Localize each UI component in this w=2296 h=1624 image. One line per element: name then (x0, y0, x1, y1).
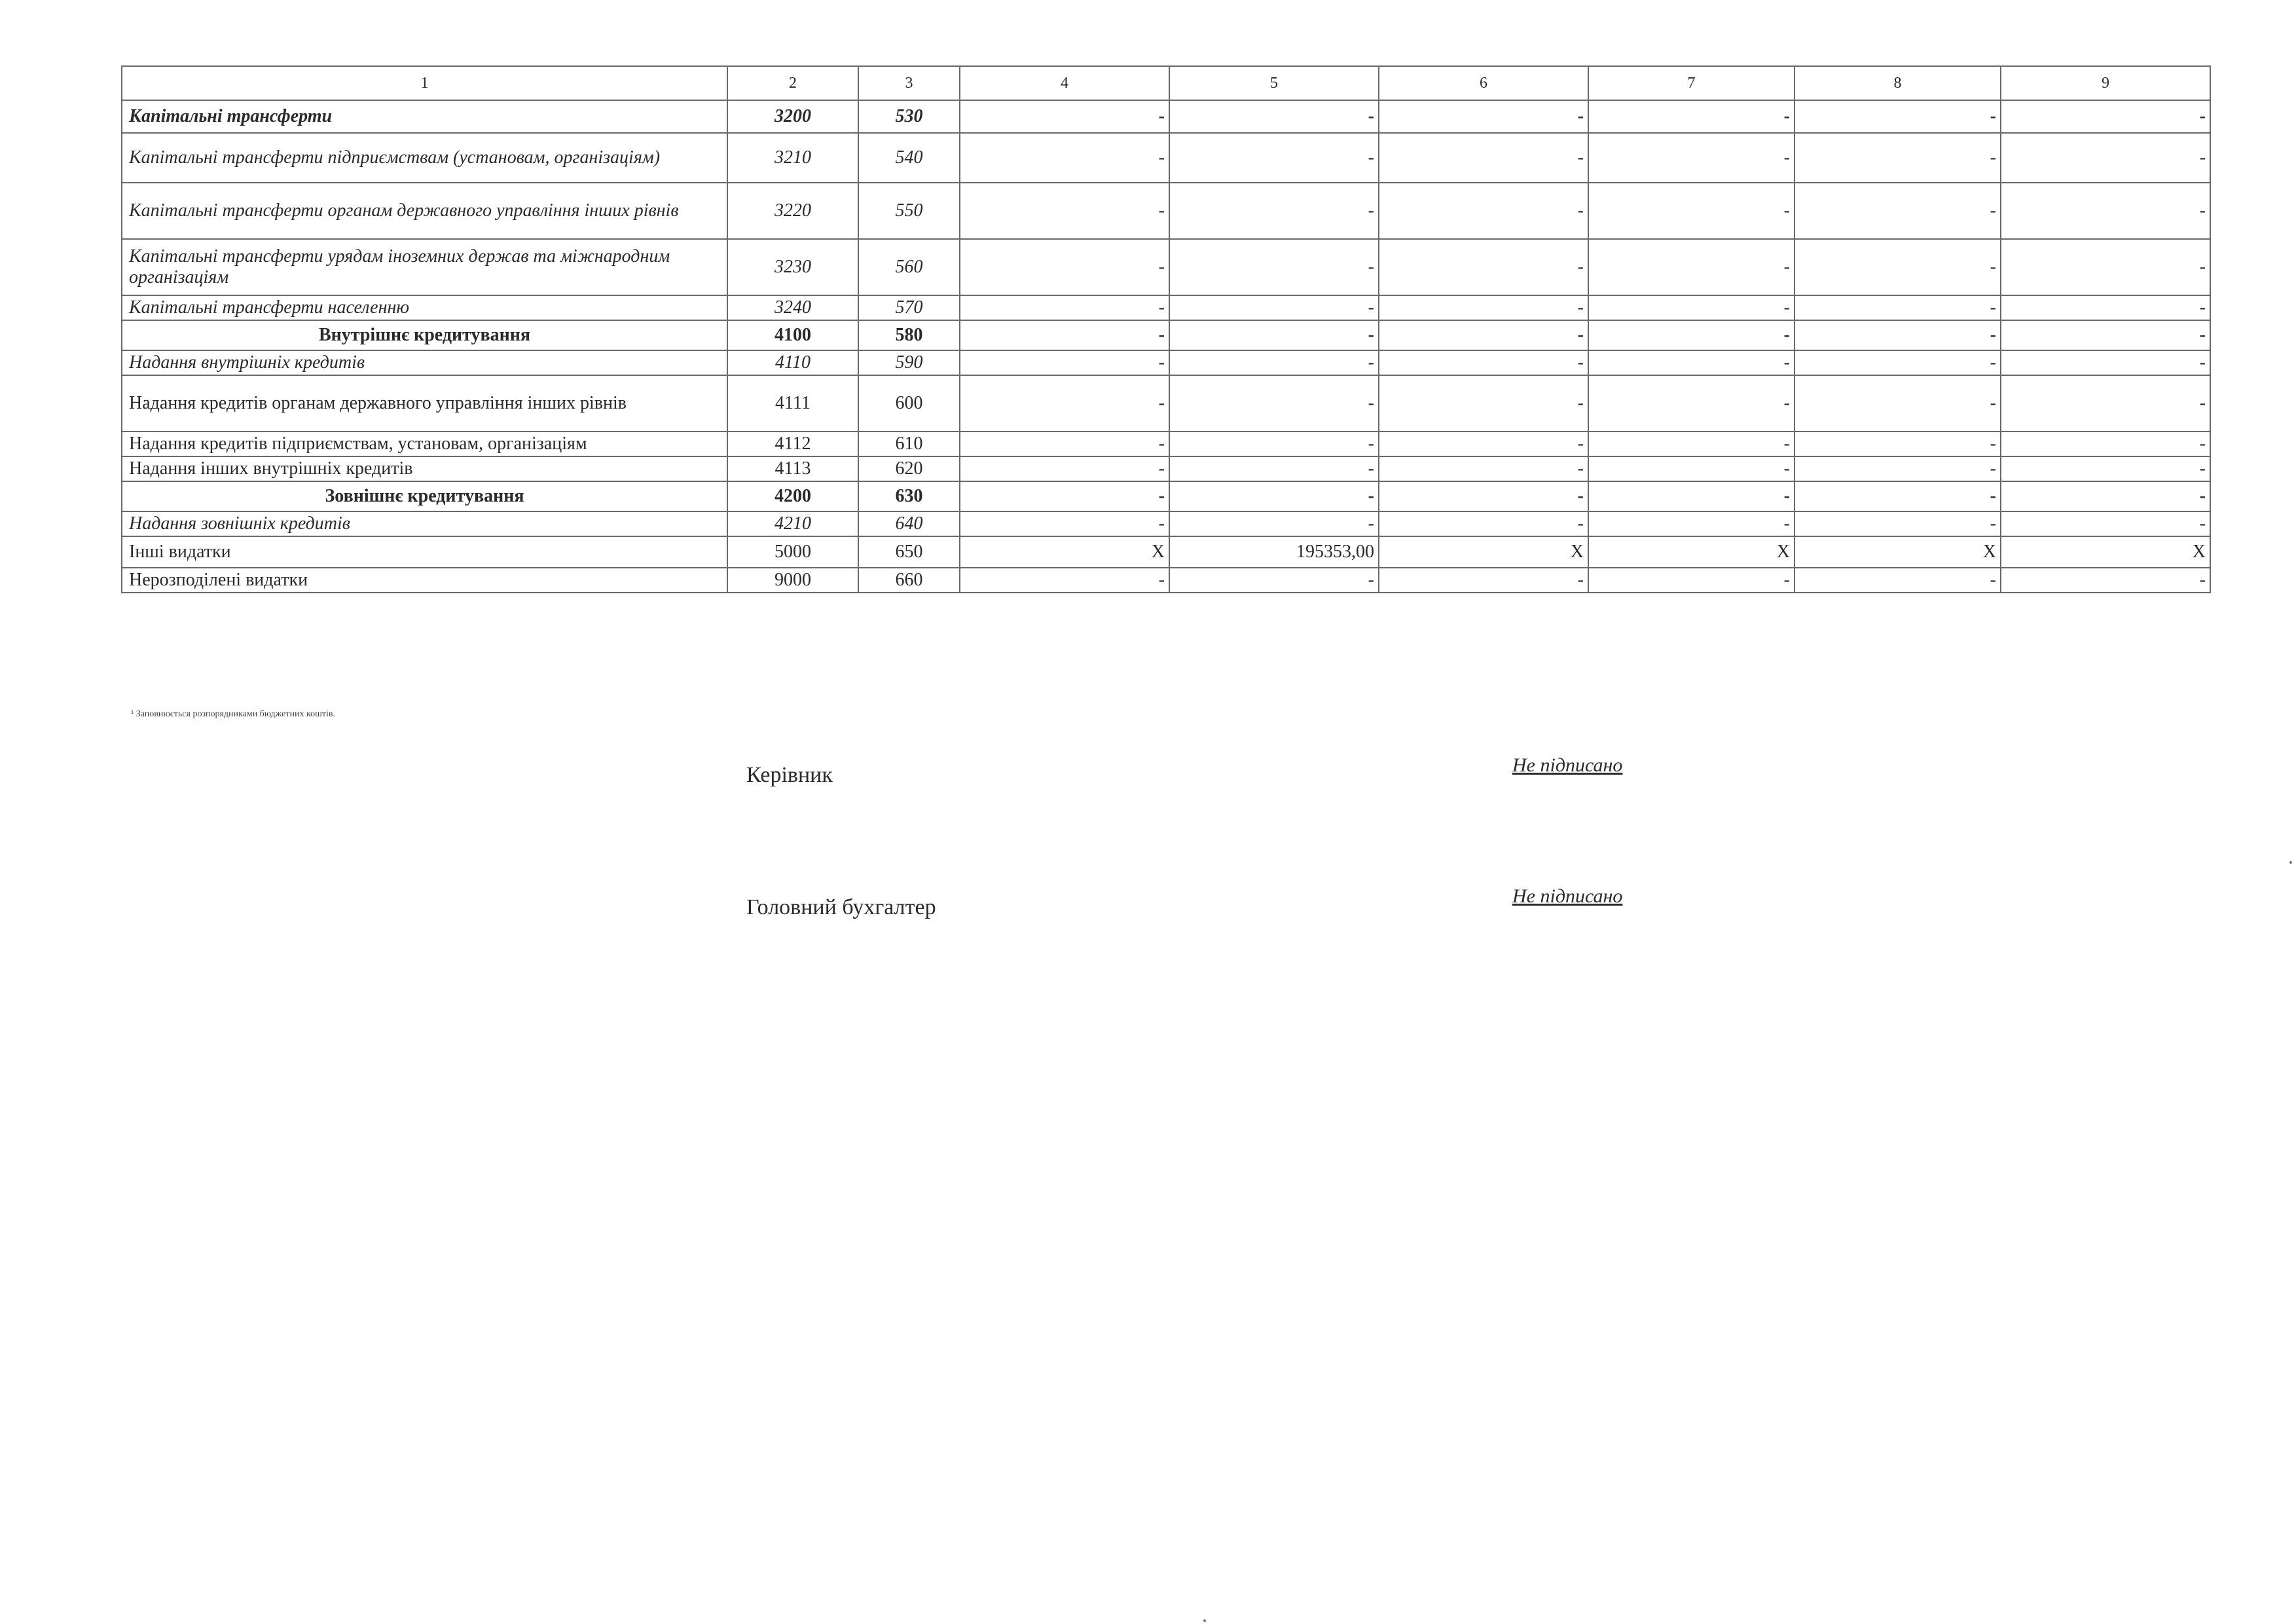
value-cell: - (1169, 295, 1379, 320)
value-cell: - (1379, 183, 1588, 239)
value-cell: - (2001, 432, 2210, 456)
value-cell: - (1379, 239, 1588, 295)
value-cell: - (1588, 481, 1795, 511)
value-cell: - (1588, 133, 1795, 183)
value-cell: - (1379, 481, 1588, 511)
value-cell: - (1588, 183, 1795, 239)
column-header: 5 (1169, 66, 1379, 100)
table-row (122, 295, 2210, 320)
value-cell: - (960, 350, 1169, 375)
row-name: Надання інших внутрішніх кредитів (122, 456, 727, 481)
line-code: 530 (858, 100, 960, 133)
expenditure-table (121, 65, 2211, 593)
value-cell: X (960, 536, 1169, 568)
value-cell: - (1379, 133, 1588, 183)
value-cell: - (2001, 375, 2210, 432)
line-code: 600 (858, 375, 960, 432)
value-cell: - (2001, 100, 2210, 133)
value-cell: - (1588, 350, 1795, 375)
column-header: 1 (122, 66, 727, 100)
value-cell: - (1379, 375, 1588, 432)
value-cell: - (1795, 568, 2001, 593)
value-cell: - (1588, 320, 1795, 350)
value-cell: - (2001, 568, 2210, 593)
value-cell: - (1169, 568, 1379, 593)
column-header: 3 (858, 66, 960, 100)
row-name: Надання зовнішніх кредитів (122, 511, 727, 536)
table-row (122, 100, 2210, 133)
row-name: Нерозподілені видатки (122, 568, 727, 593)
scan-speck (2289, 861, 2292, 864)
column-header: 4 (960, 66, 1169, 100)
column-number-row (122, 66, 2210, 100)
expenditure-code: 3210 (727, 133, 858, 183)
value-cell: - (960, 375, 1169, 432)
expenditure-code: 3200 (727, 100, 858, 133)
chief-accountant-signature-status: Не підписано (1512, 885, 1623, 907)
table-row (122, 133, 2210, 183)
value-cell: - (1588, 100, 1795, 133)
column-header: 6 (1379, 66, 1588, 100)
value-cell: - (1169, 183, 1379, 239)
value-cell: - (960, 432, 1169, 456)
line-code: 570 (858, 295, 960, 320)
value-cell: - (1795, 320, 2001, 350)
value-cell: - (1379, 100, 1588, 133)
head-label: Керівник (746, 763, 833, 787)
value-cell: - (960, 568, 1169, 593)
table-row (122, 320, 2210, 350)
value-cell: - (1379, 568, 1588, 593)
table-row (122, 481, 2210, 511)
table-row (122, 511, 2210, 536)
value-cell: - (960, 456, 1169, 481)
value-cell: - (2001, 456, 2210, 481)
value-cell: - (960, 511, 1169, 536)
expenditure-code: 4113 (727, 456, 858, 481)
line-code: 650 (858, 536, 960, 568)
line-code: 550 (858, 183, 960, 239)
value-cell: - (960, 320, 1169, 350)
row-name: Капітальні трансферти підприємствам (установам, організаціям) (122, 133, 727, 183)
expenditure-code: 4200 (727, 481, 858, 511)
line-code: 620 (858, 456, 960, 481)
value-cell: - (1379, 350, 1588, 375)
value-cell: - (2001, 511, 2210, 536)
row-name: Капітальні трансферти населенню (122, 295, 727, 320)
row-name: Надання кредитів підприємствам, установам, організаціям (122, 432, 727, 456)
table-row (122, 456, 2210, 481)
value-cell: - (1379, 511, 1588, 536)
line-code: 580 (858, 320, 960, 350)
expenditure-code: 3240 (727, 295, 858, 320)
row-name: Капітальні трансферти (122, 100, 727, 133)
expenditure-code: 5000 (727, 536, 858, 568)
value-cell: - (1379, 432, 1588, 456)
value-cell: - (960, 183, 1169, 239)
value-cell: - (1795, 456, 2001, 481)
value-cell: - (2001, 133, 2210, 183)
expenditure-code: 3230 (727, 239, 858, 295)
value-cell: - (1169, 456, 1379, 481)
table-row (122, 239, 2210, 295)
value-cell: - (960, 133, 1169, 183)
value-cell: - (1795, 511, 2001, 536)
value-cell: X (2001, 536, 2210, 568)
row-name: Надання кредитів органам державного управління інших рівнів (122, 375, 727, 432)
column-header: 8 (1795, 66, 2001, 100)
report-sheet (121, 65, 2210, 593)
value-cell: - (1169, 239, 1379, 295)
scan-speck (1203, 1619, 1206, 1622)
table-row (122, 375, 2210, 432)
value-cell: - (1795, 481, 2001, 511)
row-name: Зовнішнє кредитування (122, 481, 727, 511)
value-cell: - (1169, 432, 1379, 456)
value-cell: - (1169, 375, 1379, 432)
value-cell: - (1379, 295, 1588, 320)
value-cell: X (1379, 536, 1588, 568)
value-cell: - (1169, 320, 1379, 350)
value-cell: - (960, 100, 1169, 133)
expenditure-code: 4210 (727, 511, 858, 536)
value-cell: - (1795, 100, 2001, 133)
value-cell: - (1588, 295, 1795, 320)
row-name: Інші видатки (122, 536, 727, 568)
chief-accountant-label: Головний бухгалтер (746, 895, 936, 919)
value-cell: - (1588, 511, 1795, 536)
value-cell: - (1588, 456, 1795, 481)
value-cell: - (1795, 295, 2001, 320)
value-cell: - (1795, 375, 2001, 432)
value-cell: - (1169, 511, 1379, 536)
column-header: 9 (2001, 66, 2210, 100)
value-cell: - (2001, 239, 2210, 295)
value-cell: - (1795, 239, 2001, 295)
table-row (122, 568, 2210, 593)
line-code: 560 (858, 239, 960, 295)
value-cell: - (1379, 456, 1588, 481)
footnote: ¹ Заповнюється розпорядниками бюджетних коштів. (131, 709, 335, 719)
table-row (122, 183, 2210, 239)
expenditure-code: 4111 (727, 375, 858, 432)
value-cell: - (2001, 295, 2210, 320)
value-cell: - (2001, 320, 2210, 350)
line-code: 630 (858, 481, 960, 511)
value-cell: X (1795, 536, 2001, 568)
table-row (122, 350, 2210, 375)
value-cell: - (1795, 432, 2001, 456)
line-code: 640 (858, 511, 960, 536)
value-cell: - (1169, 481, 1379, 511)
head-signature-status: Не підписано (1512, 754, 1623, 776)
value-cell: - (1795, 133, 2001, 183)
table-row (122, 536, 2210, 568)
row-name: Капітальні трансферти органам державного управління інших рівнів (122, 183, 727, 239)
value-cell: - (1795, 183, 2001, 239)
line-code: 660 (858, 568, 960, 593)
value-cell: - (2001, 183, 2210, 239)
value-cell: - (1588, 568, 1795, 593)
expenditure-code: 4100 (727, 320, 858, 350)
value-cell: 195353,00 (1169, 536, 1379, 568)
value-cell: - (1169, 100, 1379, 133)
expenditure-code: 4112 (727, 432, 858, 456)
line-code: 610 (858, 432, 960, 456)
row-name: Внутрішнє кредитування (122, 320, 727, 350)
value-cell: - (1169, 133, 1379, 183)
value-cell: X (1588, 536, 1795, 568)
value-cell: - (2001, 481, 2210, 511)
expenditure-code: 4110 (727, 350, 858, 375)
table-row (122, 432, 2210, 456)
column-header: 7 (1588, 66, 1795, 100)
value-cell: - (960, 295, 1169, 320)
expenditure-code: 9000 (727, 568, 858, 593)
value-cell: - (960, 239, 1169, 295)
value-cell: - (1588, 432, 1795, 456)
line-code: 590 (858, 350, 960, 375)
row-name: Надання внутрішніх кредитів (122, 350, 727, 375)
value-cell: - (2001, 350, 2210, 375)
value-cell: - (1169, 350, 1379, 375)
line-code: 540 (858, 133, 960, 183)
value-cell: - (1588, 239, 1795, 295)
expenditure-code: 3220 (727, 183, 858, 239)
row-name: Капітальні трансферти урядам іноземних держав та міжнародним організаціям (122, 239, 727, 295)
column-header: 2 (727, 66, 858, 100)
value-cell: - (1588, 375, 1795, 432)
value-cell: - (960, 481, 1169, 511)
value-cell: - (1795, 350, 2001, 375)
value-cell: - (1379, 320, 1588, 350)
